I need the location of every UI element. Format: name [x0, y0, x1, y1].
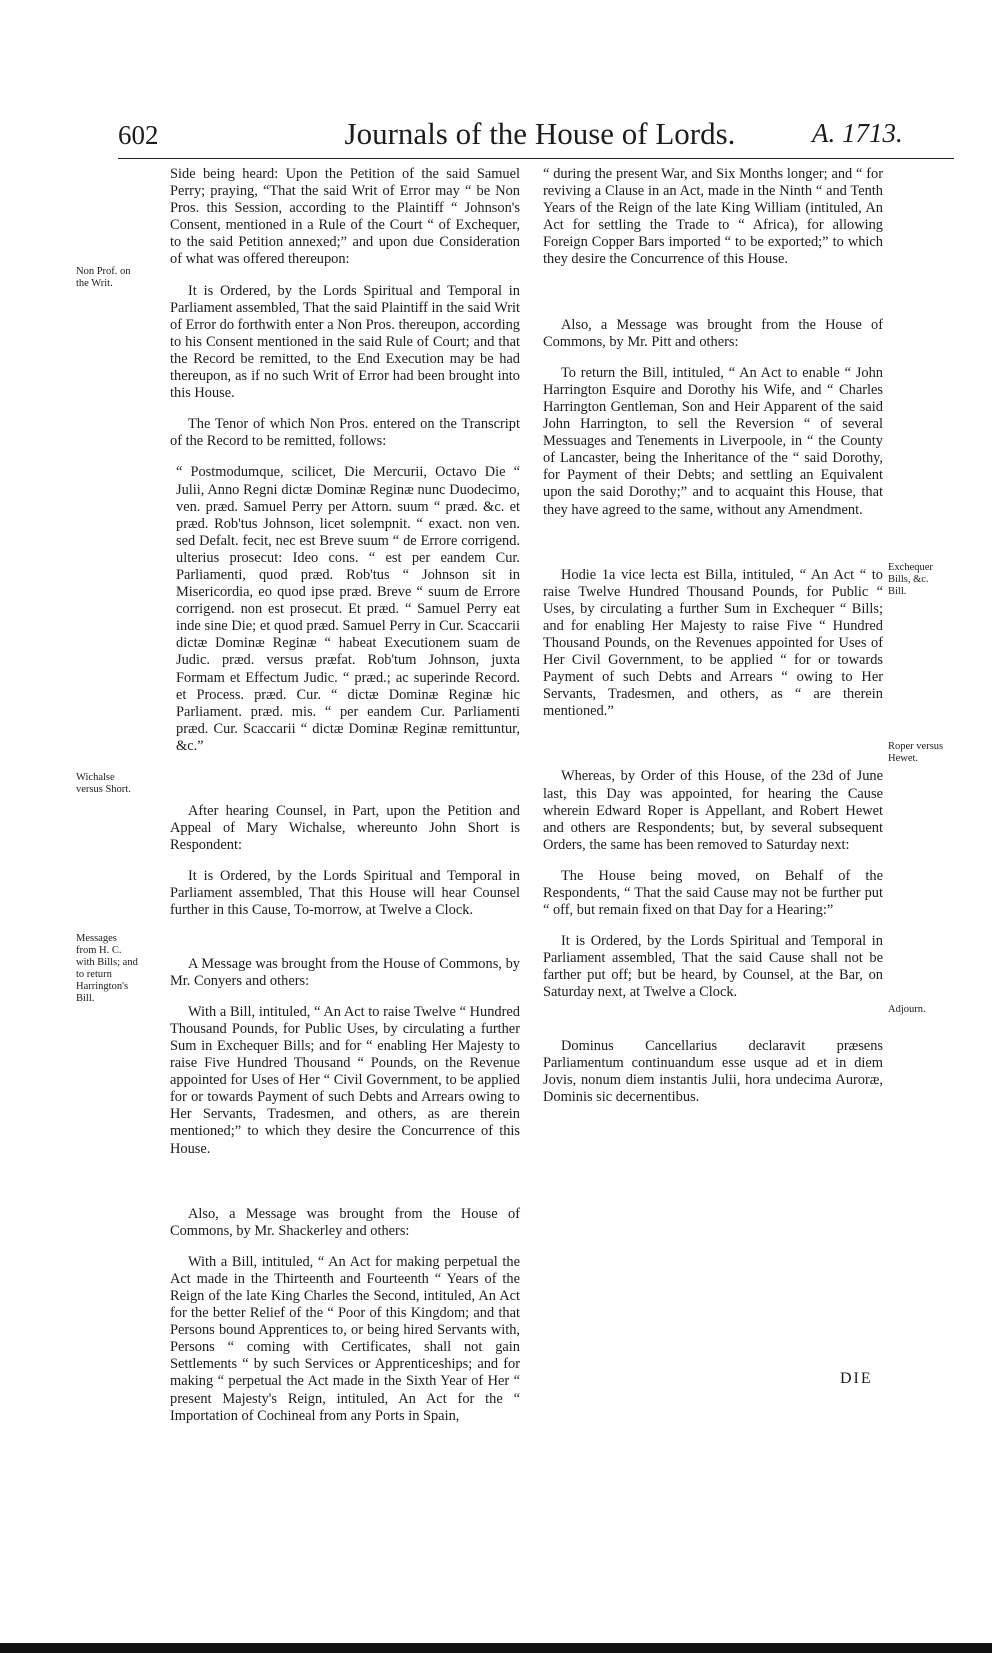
- left-para-8: With a Bill, intituled, “ An Act to raise Twelve “ Hundred Thousand Pounds, for Public Uses, by circulating a further Sum in Exchequer Bills; and for “ enabling Her Majesty to raise Five Hundred Thousand “ Pounds, on the Revenue appointed for Uses of Her “ Civil Government, to be applied for or towards Payment of such Debts and Arrears owing to Her Servants, Tradesmen, and others, as are therein mentioned;” to which they desire the Concurrence of this House.: [170, 1003, 520, 1157]
- margin-note-roper: Roper versus Hewet.: [888, 741, 944, 764]
- right-para-7: It is Ordered, by the Lords Spiritual and Temporal in Parliament assembled, That the said Cause shall not be farther put off; but be heard, by Counsel, at the Bar, on Saturday next, at Twelve a Clock.: [543, 933, 883, 1001]
- margin-note-wichalse: Wichalse versus Short.: [76, 772, 131, 795]
- left-column: [170, 166, 520, 1439]
- left-para-6: It is Ordered, by the Lords Spiritual and Temporal in Parliament assembled, That this House will hear Counsel further in this Cause, To-morrow, at Twelve a Clock.: [170, 868, 520, 919]
- spacer: [543, 734, 883, 768]
- left-para-2: It is Ordered, by the Lords Spiritual and Temporal in Parliament assembled, That the said Plaintiff in the said Writ of Error do forthwith enter a Non Pros. thereupon, according to his Consent mentioned in the said Rule of Court; and that the Record be remitted, to the End Execution may be had thereupon, as if no such Writ of Error had been brought into this House.: [170, 282, 520, 402]
- spacer: [543, 283, 883, 317]
- margin-note-non-pros: Non Prof. on the Writ.: [76, 266, 131, 289]
- right-para-3: To return the Bill, intituled, “ An Act to enable “ John Harrington Esquire and Dorothy his Wife, and “ Charles Harrington Gentleman, Son and Heir Apparent of the said John Harrington, to sell the Reversion “ of several Messuages and Tenements in Liverpoole, in “ the County of Lancaster, being the Inheritance of the “ said Dorothy, for Payment of their Debts; and settling an Equivalent upon the said Dorothy;” and to acquaint this House, that they have agreed to the same, without any Amendment.: [543, 364, 883, 518]
- right-column: [543, 166, 883, 1120]
- margin-note-adjourn: Adjourn.: [888, 1004, 926, 1015]
- right-para-4: Hodie 1a vice lecta est Billa, intituled, “ An Act “ to raise Twelve Hundred Thousand Pounds, for Public “ Uses, by circulating a further Sum in Exchequer “ Bills; and for enabling Her Majesty to raise Five “ Hundred Thousand Pounds, on the Revenues appointed for Uses of Her Civil Government, to be applied “ for or towards Payment of such Debts and Arrears “ owing to Her Servants, Tradesmen, and others, as “ are therein mentioned.”: [543, 566, 883, 720]
- left-para-3: The Tenor of which Non Pros. entered on the Transcript of the Record to be remitted, follows:: [170, 416, 520, 450]
- left-para-9: Also, a Message was brought from the House of Commons, by Mr. Shackerley and others:: [170, 1205, 520, 1239]
- spacer: [543, 533, 883, 567]
- right-para-8: Dominus Cancellarius declaravit præsens Parliamentum continuandum esse usque ad et in diem Jovis, nonum diem instantis Julii, hora undecima Auroræ, Dominis sic decernentibus.: [543, 1037, 883, 1105]
- right-para-6: The House being moved, on Behalf of the Respondents, “ That the said Cause may not be further put “ off, but remain fixed on that Day for a Hearing:”: [543, 867, 883, 919]
- right-para-1: “ during the present War, and Six Months longer; and “ for reviving a Clause in an Act, made in the Ninth “ and Tenth Years of the Reign of the late King William (intituled, An Act for settling the Trade to “ Africa), for allowing Foreign Copper Bars imported “ to be exported;” to which they desire the Concurrence of this House.: [543, 166, 883, 268]
- spacer: [170, 934, 520, 956]
- spacer: [170, 769, 520, 803]
- left-para-1: Side being heard: Upon the Petition of the said Samuel Perry; praying, “That the said Writ of Error may “ be Non Pros. this Session, according to the Plaintiff “ Johnson's Consent, mentioned in a Rule of the Court “ of Exchequer, to the said Petition annexed;” and upon due Consideration of what was offered thereupon:: [170, 166, 520, 268]
- margin-note-messages: Messages from H. C. with Bills; and to return Harrington's Bill.: [76, 933, 138, 1004]
- right-para-5: Whereas, by Order of this House, of the 23d of June last, this Day was appointed, for hearing the Cause wherein Edward Roper is Appellant, and Robert Hewet and others are Respondents; but, by several subsequent Orders, the same has been removed to Saturday next:: [543, 768, 883, 853]
- page-year: A. 1713.: [812, 118, 903, 148]
- left-para-4: “ Postmodumque, scilicet, Die Mercurii, Octavo Die “ Julii, Anno Regni dictæ Dominæ Reginæ nunc Duodecimo, ven. præd. Samuel Perry per Attorn. suum “ præd. &c. et præd. Rob'tus Johnson, licet solempnit. “ exact. non ven. sed Defalt. fecit, nec est Breve suum “ de Errore corrigend. ulterius prosecut: Ideo cons. “ est per eandem Cur. Parliamenti, quod præd. Rob'tus “ Johnson sit in Misericordia, eo quod ipse præd. Breve “ suum de Errore corrigend. non est prosecut. Et præd. “ Samuel Perry eat inde sine Die; et quod præd. Samuel Perry in Cur. Scaccarii dictæ Dominæ Reginæ “ habeat Executionem suam de Judic. præd. versus præfat. Rob'tum Johnson, juxta Formam et Effectum Judic. “ præd.; ac superinde Record. et Process. præd. Cur. “ dictæ Dominæ Reginæ hic Parliament. præd. mis. “ per eandem Cur. Parliamenti præd. Cur. Scaccarii “ dictæ Dominæ Reginæ remittuntur, &c.”: [176, 464, 520, 754]
- header-rule: [118, 158, 954, 159]
- right-para-2: Also, a Message was brought from the House of Commons, by Mr. Pitt and others:: [543, 316, 883, 350]
- bottom-edge: [0, 1643, 992, 1653]
- spacer: [170, 1172, 520, 1206]
- left-para-10: With a Bill, intituled, “ An Act for making perpetual the Act made in the Thirteenth and Fourteenth “ Years of the Reign of the late King Charles the Second, intituled, An Act for the better Relief of the “ Poor of this Kingdom; and that Persons bound Apprentices to, or being hired Servants with, Persons “ coming with Certificates, shall not gain Settlements “ by such Services or Apprenticeships; and for making “ perpetual the Act made in the Sixth Year of Her “ present Majesty's Reign, intituled, An Act for the “ Importation of Cochineal from any Ports in Spain,: [170, 1253, 520, 1424]
- page-number: 602: [118, 120, 159, 150]
- left-para-5: After hearing Counsel, in Part, upon the Petition and Appeal of Mary Wichalse, whereunto John Short is Respondent:: [170, 803, 520, 854]
- catchword: DIE: [840, 1370, 873, 1387]
- margin-note-exchequer: Exchequer Bills, &c. Bill.: [888, 562, 933, 597]
- page-title: Journals of the House of Lords.: [344, 116, 736, 151]
- spacer: [543, 1016, 883, 1038]
- left-para-7: A Message was brought from the House of Commons, by Mr. Conyers and others:: [170, 955, 520, 989]
